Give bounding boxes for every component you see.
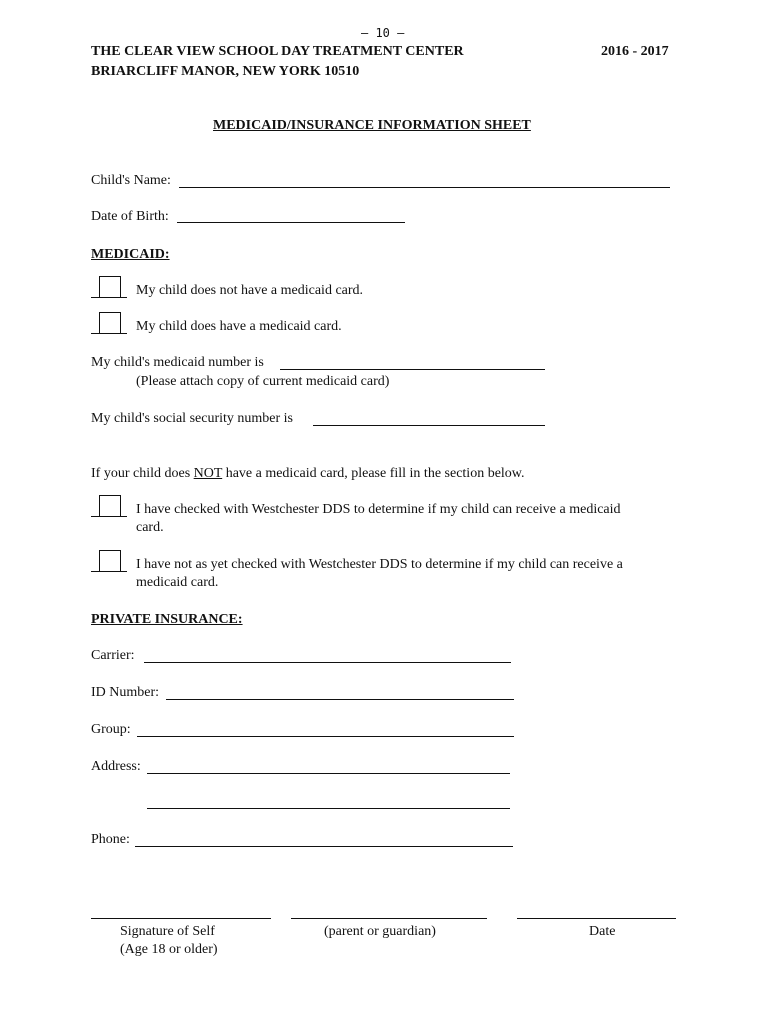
id-number-label: ID Number: <box>91 685 160 700</box>
dob-label: Date of Birth: <box>91 209 169 224</box>
address-field-line1[interactable] <box>147 773 510 774</box>
has-medicaid-card-label: My child does have a medicaid card. <box>136 319 342 334</box>
id-number-field[interactable] <box>166 699 514 700</box>
address-field-line2[interactable] <box>147 808 510 809</box>
medicaid-number-label: My child's medicaid number is <box>91 355 264 370</box>
signature-self-field[interactable] <box>91 918 271 919</box>
school-name: THE CLEAR VIEW SCHOOL DAY TREATMENT CENTER <box>91 44 464 59</box>
address-label: Address: <box>91 759 141 774</box>
date-field[interactable] <box>517 918 676 919</box>
phone-field[interactable] <box>135 846 513 847</box>
group-label: Group: <box>91 722 131 737</box>
phone-label: Phone: <box>91 832 130 847</box>
no-medicaid-card-label: My child does not have a medicaid card. <box>136 283 364 298</box>
signature-self-label: Signature of Self <box>120 924 215 939</box>
checked-dds-checkbox[interactable] <box>99 495 121 517</box>
not-checked-dds-checkbox[interactable] <box>99 550 121 572</box>
page-number: – 10 – <box>361 26 405 40</box>
intro-after: have a medicaid card, please fill in the section below. <box>222 466 525 481</box>
school-address: BRIARCLIFF MANOR, NEW YORK 10510 <box>91 64 360 79</box>
dob-field[interactable] <box>177 222 405 223</box>
intro-before: If your child does <box>91 466 194 481</box>
child-name-label: Child's Name: <box>91 173 171 188</box>
attach-note: (Please attach copy of current medicaid card) <box>136 374 390 389</box>
school-year: 2016 - 2017 <box>601 44 669 59</box>
checked-dds-label-1: I have checked with Westchester DDS to determine if my child can receive a medicaid <box>136 502 621 517</box>
ssn-field[interactable] <box>313 425 545 426</box>
child-name-field[interactable] <box>179 187 670 188</box>
group-field[interactable] <box>137 736 514 737</box>
checked-dds-label-2: card. <box>136 520 164 535</box>
signature-self-note: (Age 18 or older) <box>120 942 218 957</box>
medicaid-number-field[interactable] <box>280 369 545 370</box>
ssn-label: My child's social security number is <box>91 411 293 426</box>
not-checked-dds-label-2: medicaid card. <box>136 575 219 590</box>
no-medicaid-card-checkbox[interactable] <box>99 276 121 298</box>
date-label: Date <box>589 924 616 939</box>
not-checked-dds-label-1: I have not as yet checked with Westchester DDS to determine if my child can receive a <box>136 557 623 572</box>
intro-not: NOT <box>193 466 223 481</box>
page-title: MEDICAID/INSURANCE INFORMATION SHEET <box>213 118 531 133</box>
carrier-label: Carrier: <box>91 648 135 663</box>
signature-parent-label: (parent or guardian) <box>324 924 436 939</box>
signature-parent-field[interactable] <box>291 918 487 919</box>
carrier-field[interactable] <box>144 662 511 663</box>
private-insurance-heading: PRIVATE INSURANCE: <box>91 612 243 627</box>
no-medicaid-intro <box>91 466 525 482</box>
medicaid-heading: MEDICAID: <box>91 247 170 262</box>
has-medicaid-card-checkbox[interactable] <box>99 312 121 334</box>
